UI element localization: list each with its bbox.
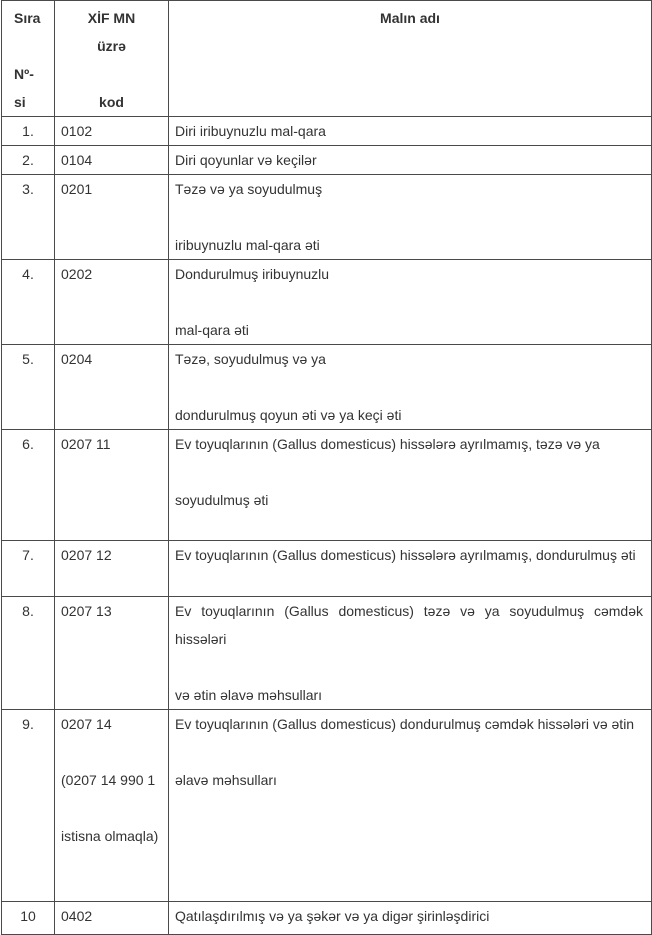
row-number: 6. bbox=[2, 430, 55, 541]
row-name: Diri qoyunlar və keçilər bbox=[169, 146, 652, 175]
header-text: üzrə bbox=[97, 38, 126, 54]
header-code bbox=[55, 1, 169, 117]
row-code: 0207 11 bbox=[55, 430, 169, 541]
table-row bbox=[2, 117, 652, 146]
header-text: XİF MN bbox=[87, 10, 136, 26]
header-text: Malın adı bbox=[380, 10, 440, 26]
row-code: 0204 bbox=[55, 345, 169, 430]
row-name: Ev toyuqlarının (Gallus domesticus) təzə və ya soyudulmuş cəmdək hissələri və ətin əlavə məhsulları bbox=[169, 597, 652, 710]
table-row bbox=[2, 902, 652, 935]
row-code: 0207 12 bbox=[55, 541, 169, 597]
row-name: Təzə və ya soyudulmuş iribuynuzlu mal-qara əti bbox=[169, 175, 652, 260]
row-number: 9. bbox=[2, 710, 55, 902]
row-number: 8. bbox=[2, 597, 55, 710]
table-row bbox=[2, 710, 652, 902]
row-code: 0104 bbox=[55, 146, 169, 175]
row-name: Ev toyuqlarının (Gallus domesticus) hissələrə ayrılmamış, dondurulmuş əti bbox=[169, 541, 652, 597]
table-row bbox=[2, 260, 652, 345]
row-number: 7. bbox=[2, 541, 55, 597]
row-number: 4. bbox=[2, 260, 55, 345]
row-name: Ev toyuqlarının (Gallus domesticus) dondurulmuş cəmdək hissələri və ətin əlavə məhsulları bbox=[169, 710, 652, 902]
row-number: 1. bbox=[2, 117, 55, 146]
goods-table bbox=[1, 0, 652, 935]
row-name: Diri iribuynuzlu mal-qara bbox=[169, 117, 652, 146]
row-code: 0207 13 bbox=[55, 597, 169, 710]
row-code: 0102 bbox=[55, 117, 169, 146]
table-row bbox=[2, 146, 652, 175]
table-header-row bbox=[2, 1, 652, 117]
row-number: 5. bbox=[2, 345, 55, 430]
row-code: 0207 14 (0207 14 990 1 istisna olmaqla) bbox=[55, 710, 169, 902]
row-number: 2. bbox=[2, 146, 55, 175]
row-name: Təzə, soyudulmuş və ya dondurulmuş qoyun əti və ya keçi əti bbox=[169, 345, 652, 430]
table-row bbox=[2, 430, 652, 541]
header-text: si bbox=[14, 94, 26, 110]
row-name: Dondurulmuş iribuynuzlu mal-qara əti bbox=[169, 260, 652, 345]
row-number: 10 bbox=[2, 902, 55, 935]
header-product-name bbox=[169, 1, 652, 117]
row-name: Ev toyuqlarının (Gallus domesticus) hissələrə ayrılmamış, təzə və ya soyudulmuş əti bbox=[169, 430, 652, 541]
table-row bbox=[2, 597, 652, 710]
row-code: 0202 bbox=[55, 260, 169, 345]
table-row bbox=[2, 345, 652, 430]
table-row bbox=[2, 175, 652, 260]
header-row-number bbox=[2, 1, 55, 117]
header-text: Nº- bbox=[14, 66, 34, 82]
header-text: Sıra bbox=[14, 10, 41, 26]
row-code: 0201 bbox=[55, 175, 169, 260]
row-code: 0402 bbox=[55, 902, 169, 935]
table-row bbox=[2, 541, 652, 597]
row-name: Qatılaşdırılmış və ya şəkər və ya digər şirinləşdirici bbox=[169, 902, 652, 935]
row-number: 3. bbox=[2, 175, 55, 260]
header-text: kod bbox=[99, 94, 124, 110]
